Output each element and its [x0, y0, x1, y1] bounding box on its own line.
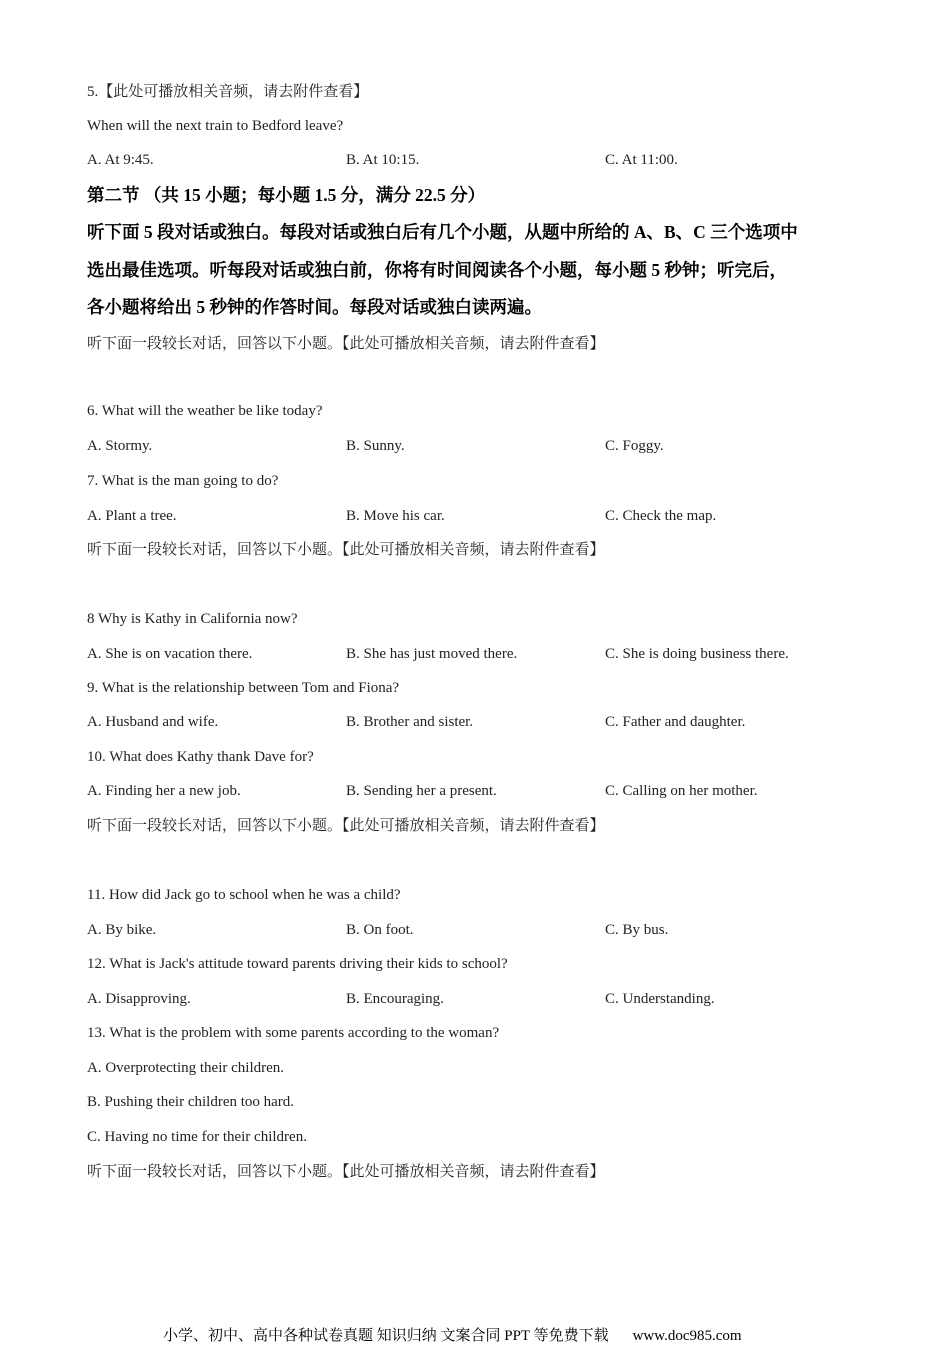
option-c: C. Check the map.	[605, 508, 717, 524]
option-b: B. At 10:15.	[346, 152, 420, 168]
option-c: C. She is doing business there.	[605, 646, 789, 662]
footer	[163, 1324, 742, 1345]
option-b: B. Move his car.	[346, 508, 445, 524]
audio-note: 听下面一段较长对话，回答以下小题。【此处可播放相关音频，请去附件查看】	[87, 818, 605, 834]
footer-link[interactable]: www.doc985.com	[632, 1328, 742, 1344]
option-c: C. Father and daughter.	[605, 714, 746, 730]
option-a: A. Disapproving.	[87, 991, 191, 1007]
option-b: B. Pushing their children too hard.	[87, 1094, 295, 1110]
option-c: C. By bus.	[605, 922, 669, 938]
option-c: C. Foggy.	[605, 438, 664, 454]
option-a: A. Overprotecting their children.	[87, 1060, 285, 1076]
option-b: B. Sunny.	[346, 438, 405, 454]
question: 9. What is the relationship between Tom and Fiona?	[87, 680, 400, 696]
question: 13. What is the problem with some parents according to the woman?	[87, 1025, 500, 1041]
option-c: C. Understanding.	[605, 991, 715, 1007]
option-c: C. At 11:00.	[605, 152, 678, 168]
section-instructions: 听下面 5 段对话或独白。每段对话或独白后有几个小题，从题中所给的 A、B、C 三个选项中	[87, 222, 798, 242]
question: 6. What will the weather be like today?	[87, 403, 323, 419]
option-a: A. Plant a tree.	[87, 508, 177, 524]
option-c: C. Having no time for their children.	[87, 1129, 307, 1145]
option-b: B. Sending her a present.	[346, 783, 497, 799]
audio-note: 听下面一段较长对话，回答以下小题。【此处可播放相关音频，请去附件查看】	[87, 542, 605, 558]
question-5-text: When will the next train to Bedford leave?	[87, 118, 344, 134]
section-instructions: 选出最佳选项。听每段对话或独白前，你将有时间阅读各个小题，每小题 5 秒钟；听完后，	[87, 260, 787, 280]
option-b: B. She has just moved there.	[346, 646, 518, 662]
option-a: A. Finding her a new job.	[87, 783, 241, 799]
question: 8 Why is Kathy in California now?	[87, 611, 298, 627]
option-a: A. By bike.	[87, 922, 157, 938]
question: 11. How did Jack go to school when he was a child?	[87, 887, 401, 903]
option-a: A. At 9:45.	[87, 152, 154, 168]
section-instructions: 各小题将给出 5 秒钟的作答时间。每段对话或独白读两遍。	[87, 297, 542, 317]
question: 10. What does Kathy thank Dave for?	[87, 749, 314, 765]
footer-text: 小学、初中、高中各种试卷真题 知识归纳 文案合同 PPT 等免费下载	[163, 1328, 609, 1344]
question-5-label: 5.【此处可播放相关音频，请去附件查看】	[87, 84, 369, 100]
option-a: A. She is on vacation there.	[87, 646, 253, 662]
option-b: B. Encouraging.	[346, 991, 444, 1007]
audio-note: 听下面一段较长对话，回答以下小题。【此处可播放相关音频，请去附件查看】	[87, 336, 605, 352]
option-b: B. Brother and sister.	[346, 714, 474, 730]
question: 7. What is the man going to do?	[87, 473, 279, 489]
option-b: B. On foot.	[346, 922, 414, 938]
audio-note: 听下面一段较长对话，回答以下小题。【此处可播放相关音频，请去附件查看】	[87, 1164, 605, 1180]
option-a: A. Stormy.	[87, 438, 153, 454]
option-c: C. Calling on her mother.	[605, 783, 758, 799]
question: 12. What is Jack's attitude toward parents driving their kids to school?	[87, 956, 508, 972]
section-title: 第二节 （共 15 小题；每小题 1.5 分，满分 22.5 分）	[87, 185, 486, 205]
option-a: A. Husband and wife.	[87, 714, 219, 730]
